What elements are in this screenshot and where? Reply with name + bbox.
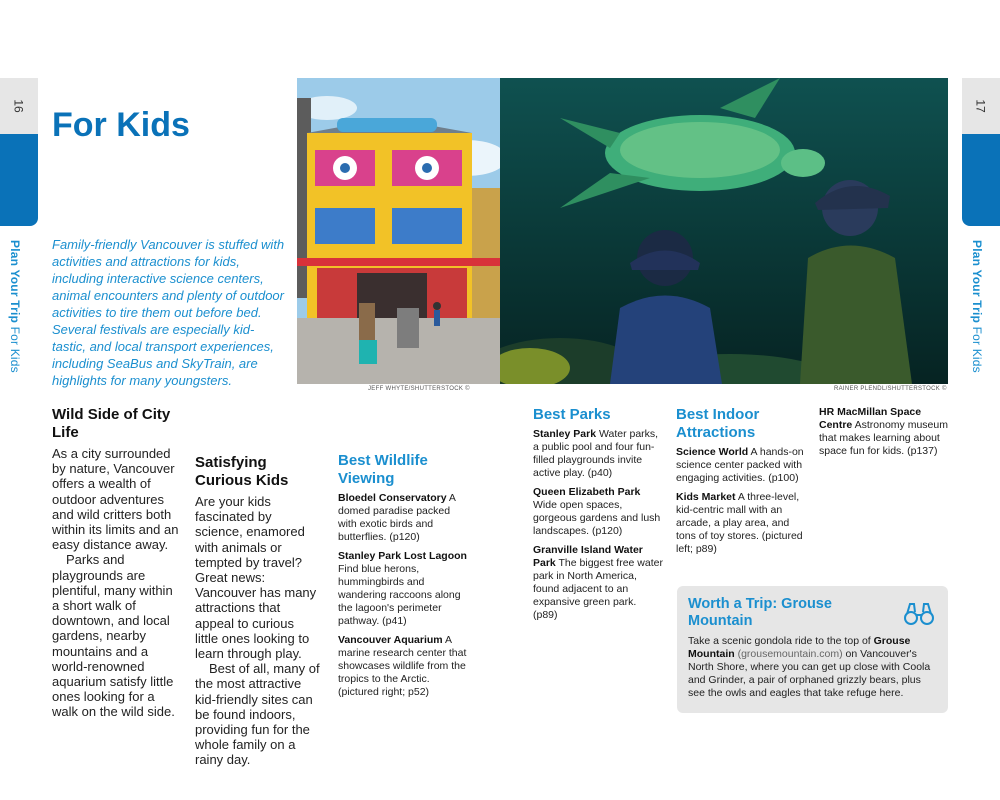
right-photo-credit: RAINER PLENDL/SHUTTERSTOCK ©	[834, 386, 947, 392]
column-best-parks	[533, 406, 663, 628]
column-wild-side	[52, 406, 180, 720]
left-section-tab	[0, 134, 38, 226]
left-section-topic: For Kids	[8, 326, 22, 373]
wild-side-para-1: As a city surrounded by nature, Vancouver offers a wealth of outdoor adventures and wild critters both within its limits and an easy distance away.	[52, 446, 179, 553]
indoor-entry	[676, 446, 806, 485]
wildlife-entry	[338, 492, 468, 544]
left-page-number-tab	[0, 78, 38, 134]
worth-a-trip-text	[688, 635, 938, 700]
curious-kids-heading: Satisfying Curious Kids	[195, 454, 289, 489]
trip-text-a: Take a scenic gondola ride to the top of	[688, 635, 871, 647]
entry-desc: Water parks, a public pool and four fun-filled playgrounds invite active play. (p40)	[533, 428, 659, 479]
entry-desc: Astronomy museum that makes learning about space fun for kids. (p137)	[819, 419, 948, 457]
park-entry	[533, 428, 663, 480]
right-section-part: Plan Your Trip	[970, 240, 984, 324]
column-curious-kids	[195, 406, 320, 768]
wildlife-entry	[338, 634, 468, 699]
kids-market-photo	[297, 78, 500, 384]
entry-name: Vancouver Aquarium	[338, 634, 443, 646]
park-entry	[533, 544, 663, 622]
entry-name: Stanley Park Lost Lagoon	[338, 550, 467, 562]
trip-website: (grousemountain.com)	[737, 648, 843, 660]
left-page-number: 16	[11, 99, 26, 113]
right-page-number-tab	[962, 78, 1000, 134]
right-page-number: 17	[973, 99, 988, 113]
binoculars-icon	[903, 600, 935, 626]
right-section-topic: For Kids	[970, 326, 984, 373]
entry-name: Bloedel Conservatory	[338, 492, 447, 504]
trip-text-b: on Vancouver's North Shore, where you can get up close with Coola and Grinder, a pair of orphaned grizzly bears, plus see the owls and eagles that take refuge here.	[688, 648, 931, 699]
best-indoor-heading: Best Indoor Attractions	[676, 406, 760, 441]
intro-text: Family-friendly Vancouver is stuffed with activities and attractions for kids, including interactive science centers, animal encounters and plenty of outdoor activities to tire them out before bed. Several festivals are especially kid-tastic, and local transport experiences, including SeaBus and SkyTrain, are highlights for many youngsters.	[52, 237, 285, 388]
entry-name: Stanley Park	[533, 428, 597, 440]
page-title: For Kids	[52, 106, 190, 144]
wild-side-heading: Wild Side of City Life	[52, 406, 171, 441]
right-section-tab	[962, 134, 1000, 226]
entry-desc: A three-level, kid-centric mall with an arcade, a play area, and tons of toy stores. (pictured left; p89)	[676, 491, 803, 555]
column-best-indoor	[676, 406, 806, 562]
park-entry	[533, 486, 663, 538]
wild-side-para-2: Parks and playgrounds are plentiful, many within a short walk of downtown, and local gardens, nearby mountains and a world-renowned aquarium satisfy little ones looking for a walk on the wild side.	[52, 552, 175, 720]
aquarium-photo	[500, 78, 948, 384]
left-section-label	[8, 240, 22, 373]
left-section-part: Plan Your Trip	[8, 240, 22, 324]
worth-a-trip-box	[677, 586, 948, 713]
indoor-entry	[676, 491, 806, 556]
entry-desc: A hands-on science center packed with engaging activities. (p100)	[676, 446, 804, 484]
entry-desc: Wide open spaces, gorgeous gardens and lush landscapes. (p120)	[533, 499, 661, 537]
entry-name: Science World	[676, 446, 749, 458]
entry-desc: A domed paradise packed with exotic birds and butterflies. (p120)	[338, 492, 456, 543]
column-best-wildlife	[338, 452, 468, 705]
best-wildlife-heading: Best Wildlife Viewing	[338, 452, 428, 487]
entry-name: Granville Island Water Park	[533, 544, 643, 569]
curious-kids-para-1: Are your kids fascinated by science, enamored with animals or tempted by travel? Great news: Vancouver has many attractions that appeal to curious little ones looking to learn through play.	[195, 494, 317, 662]
indoor-entry	[819, 406, 949, 458]
curious-kids-para-2: Best of all, many of the most attractive kid-friendly sites can be found indoors, providing fun for the whole family on a rainy day.	[195, 661, 320, 768]
entry-name: Kids Market	[676, 491, 736, 503]
worth-a-trip-title: Worth a Trip: Grouse Mountain	[688, 596, 832, 629]
column-space-centre	[819, 406, 949, 464]
aquarium-illustration	[500, 78, 948, 384]
entry-name: HR MacMillan Space Centre	[819, 406, 922, 431]
trip-place-name: Grouse Mountain	[688, 635, 911, 660]
entry-desc: A marine research center that showcases wildlife from the tropics to the Arctic. (pictured right; p52)	[338, 634, 467, 698]
best-parks-heading: Best Parks	[533, 406, 611, 423]
wildlife-entry	[338, 550, 468, 628]
right-section-label	[970, 240, 984, 373]
left-photo-credit: JEFF WHYTE/SHUTTERSTOCK ©	[368, 386, 470, 392]
entry-desc: Find blue herons, hummingbirds and wandering raccoons along the lagoon's perimeter pathway. (p41)	[338, 563, 461, 627]
kids-market-illustration	[297, 78, 500, 384]
entry-name: Queen Elizabeth Park	[533, 486, 641, 498]
entry-desc: The biggest free water park in North America, found adjacent to an expansive green park. (p89)	[533, 557, 663, 621]
